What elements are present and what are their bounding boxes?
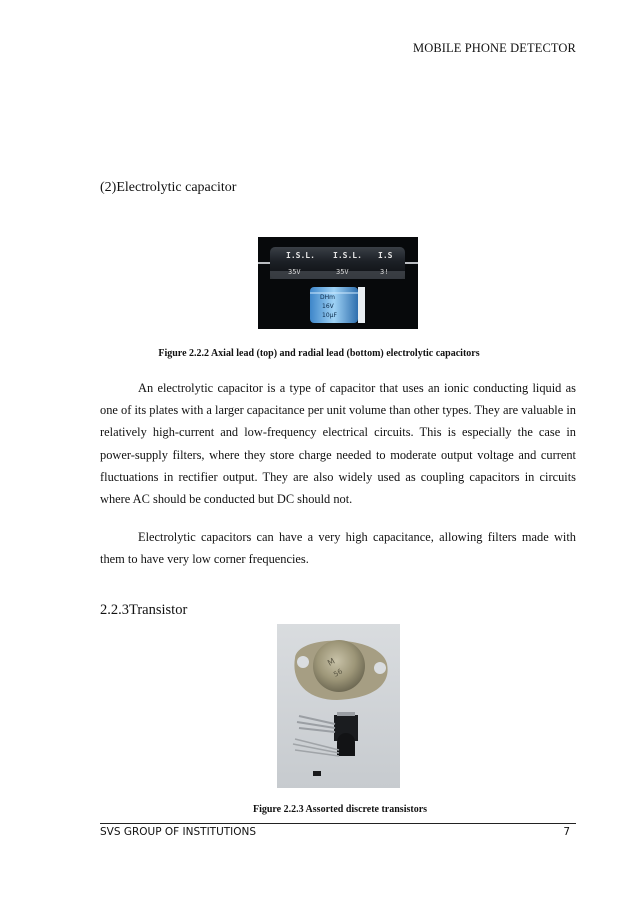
page-number: 7	[563, 826, 570, 838]
running-header: MOBILE PHONE DETECTOR	[413, 41, 576, 55]
cap-bottom-label-1: DHm	[320, 294, 335, 301]
cap-top-label-1: I.S.L.	[286, 251, 315, 260]
cap-bottom-label-3: 10µF	[322, 312, 337, 319]
cap-top-value-3: 3!	[380, 268, 389, 276]
paragraph-electrolytic-description: An electrolytic capacitor is a type of capacitor that uses an ionic conducting liquid as one of its plates with a larger capacitance per unit volume than other types. They are valuable in relatively high-current and low-frequency electrical circuits. This is especially the case in power-supply filters, where they store charge needed to moderate output voltage and current fluctuations in rectifier output. They are also widely used as coupling capacitors in circuits where AC should be conducted but DC should not.	[100, 381, 576, 507]
svg-text:M: M	[326, 656, 337, 668]
cap-top-label-2: I.S.L.	[333, 251, 362, 260]
cap-bottom-label-2: 16V	[322, 303, 334, 310]
cap-top-label-3: I.S	[378, 251, 393, 260]
figure-transistors-image	[277, 624, 400, 788]
cap-top-value-1: 35V	[288, 268, 301, 276]
figure-caption-transistors: Figure 2.2.3 Assorted discrete transistors	[252, 804, 428, 815]
paragraph-electrolytic-capacitance: Electrolytic capacitors can have a very high capacitance, allowing filters made with them to have very low corner frequencies.	[100, 530, 576, 567]
svg-text:56: 56	[332, 667, 344, 679]
figure-caption-capacitors: Figure 2.2.2 Axial lead (top) and radial lead (bottom) electrolytic capacitors	[158, 348, 480, 359]
footer-institution: SVS GROUP OF INSTITUTIONS	[100, 826, 257, 838]
section-heading-electrolytic: (2)Electrolytic capacitor	[100, 180, 237, 195]
section-heading-transistor: 2.2.3Transistor	[100, 602, 188, 618]
figure-capacitors-image	[258, 237, 418, 329]
footer-divider	[100, 823, 576, 824]
cap-top-value-2: 35V	[336, 268, 349, 276]
